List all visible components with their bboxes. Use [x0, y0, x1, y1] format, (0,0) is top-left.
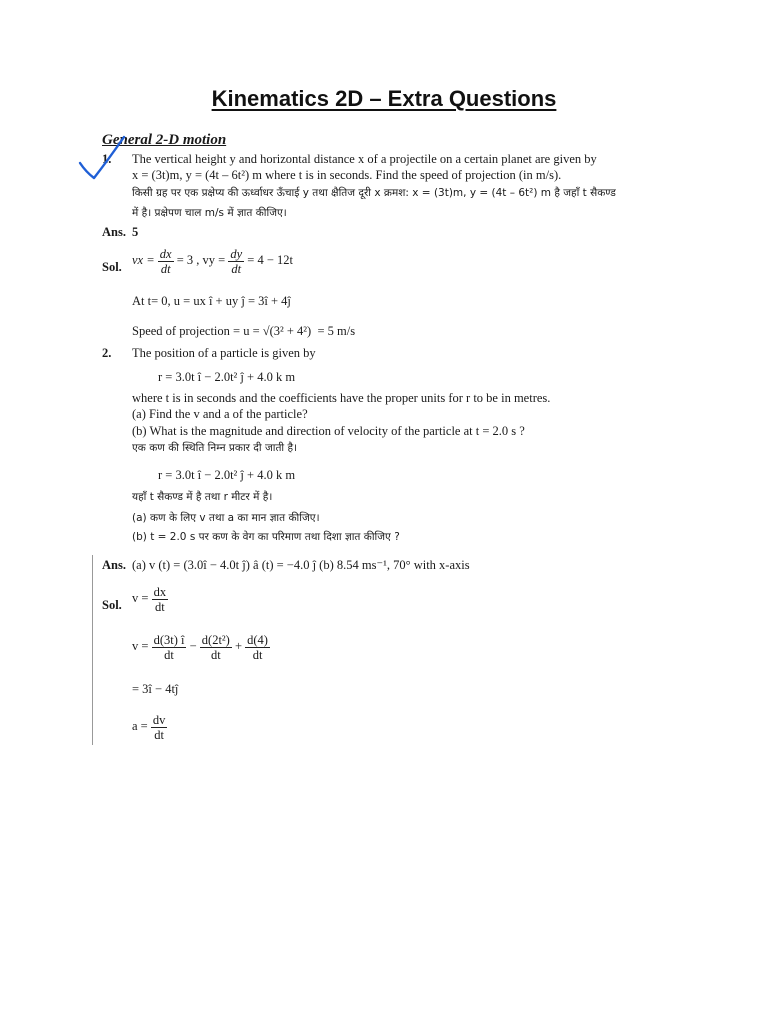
scan-margin-line: [92, 555, 93, 745]
section-heading: General 2-D motion: [102, 132, 227, 148]
solution-2-step1: v = $\frac{dx}{dt}$: [132, 584, 167, 614]
solution-2-step3: = 3î − 4tĵ: [132, 682, 179, 696]
question-2-line4: (b) What is the magnitude and direction of velocity of the particle at t = 2.0 s ?: [132, 424, 525, 438]
question-2-hindi1: एक कण की स्थिति निम्न प्रकार दी जाती है।: [132, 442, 298, 454]
solution-2-label: Sol.: [102, 598, 122, 612]
answer-1-value: 5: [132, 225, 139, 239]
solution-1-line1: vx = $\frac{dx}{dt}$ = 3 , vy = $\frac{dy}{dt}$ = 4 − 12t: [132, 246, 293, 276]
question-2-line2: where t is in seconds and the coefficients have the proper units for r to be in metres.: [132, 391, 551, 405]
question-2-line1: The position of a particle is given by: [132, 346, 316, 360]
question-1-number: 1.: [102, 152, 112, 166]
question-2-eq1: r = 3.0t î − 2.0t² ĵ + 4.0 k m: [158, 370, 296, 384]
solution-1-line3: Speed of projection = u = √(3² + 4²) = 5 m/s: [132, 324, 356, 338]
solution-1-label: Sol.: [102, 260, 122, 274]
question-2-number: 2.: [102, 346, 112, 360]
question-2-line3: (a) Find the v and a of the particle?: [132, 407, 308, 421]
solution-1-line2: At t= 0, u = ux î + uy ĵ = 3î + 4ĵ: [132, 294, 291, 308]
question-1-line1: The vertical height y and horizontal distance x of a projectile on a certain planet are given by: [132, 152, 597, 166]
question-1-hindi2: में है। प्रक्षेपण चाल m/s में ज्ञात कीजिए।: [132, 207, 287, 219]
question-1-hindi1: किसी ग्रह पर एक प्रक्षेप्य की ऊर्ध्वाधर ऊँचाई y तथा क्षैतिज दूरी x क्रमश: x = (3t)m, y = (4t – 6t²) m है जहाँ t सैकण्ड: [132, 187, 616, 199]
question-2-eq2: r = 3.0t î − 2.0t² ĵ + 4.0 k m: [158, 468, 296, 482]
question-2-hindi3: (a) कण के लिए v तथा a का मान ज्ञात कीजिए।: [132, 512, 320, 524]
question-1-line2: x = (3t)m, y = (4t – 6t²) m where t is in seconds. Find the speed of projection (in m/s).: [132, 168, 562, 182]
answer-2-label: Ans.: [102, 558, 126, 572]
solution-2-step2: v = $\frac{d(3t) î}{dt}$ − $\frac{\text{d(2t²)}}{dt}$ + $\frac{d(4)}{dt}$: [132, 632, 268, 662]
question-2-hindi2: यहाँ t सैकण्ड में है तथा r मीटर में है।: [132, 491, 273, 503]
answer-2-value: (a) v (t) = (3.0î − 4.0t ĵ) â (t) = −4.0 ĵ (b) 8.54 ms⁻¹, 70° with x-axis: [132, 558, 470, 572]
answer-1-label: Ans.: [102, 225, 126, 239]
question-2-hindi4: (b) t = 2.0 s पर कण के वेग का परिमाण तथा दिशा ज्ञात कीजिए ?: [132, 531, 400, 543]
scanned-content: [96, 126, 656, 746]
solution-2-step4: a = $\frac{dv}{dt}$: [132, 712, 166, 742]
page-title: Kinematics 2D – Extra Questions: [211, 86, 557, 111]
